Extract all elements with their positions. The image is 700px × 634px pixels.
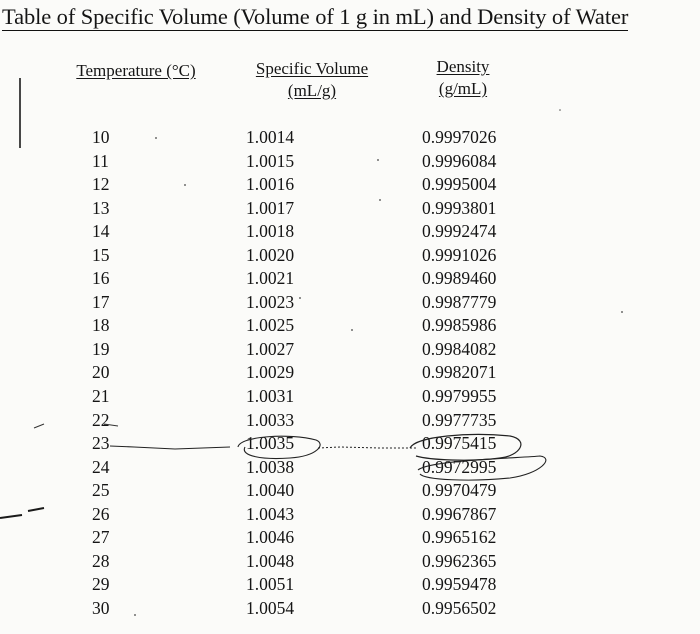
- cell-density: 0.9972995: [422, 456, 497, 477]
- header-temperature: [62, 60, 210, 82]
- cell-density: 0.9975415: [422, 433, 497, 454]
- table-row: [0, 550, 700, 574]
- cell-density: 0.9995004: [422, 174, 497, 195]
- table-row: [0, 267, 700, 291]
- cell-temperature: 30: [92, 597, 110, 618]
- cell-density: 0.9962365: [422, 550, 497, 571]
- cell-temperature: 17: [92, 291, 110, 312]
- table-row: [0, 573, 700, 597]
- header-specific-volume-label: Specific Volume: [255, 59, 369, 78]
- cell-specific-volume: 1.0014: [246, 127, 295, 147]
- table-row: [0, 456, 700, 480]
- cell-density: 0.9997026: [422, 127, 497, 147]
- table-row: [0, 197, 700, 221]
- header-density: [408, 56, 518, 100]
- cell-specific-volume: 1.0031: [246, 386, 295, 407]
- cell-specific-volume: 1.0038: [246, 456, 295, 477]
- cell-density: 0.9996084: [422, 150, 497, 171]
- cell-specific-volume: 1.0040: [246, 480, 295, 501]
- cell-specific-volume: 1.0020: [246, 244, 295, 265]
- cell-temperature: 20: [92, 362, 110, 383]
- cell-density: 0.9984082: [422, 338, 497, 359]
- header-density-label: Density: [436, 57, 490, 76]
- cell-density: 0.9993801: [422, 197, 497, 218]
- cell-specific-volume: 1.0043: [246, 503, 295, 524]
- cell-density: 0.9959478: [422, 574, 497, 595]
- cell-temperature: 23: [92, 433, 110, 454]
- table-row: [0, 150, 700, 174]
- cell-density: 0.9989460: [422, 268, 497, 289]
- cell-density: 0.9982071: [422, 362, 497, 383]
- cell-density: 0.9987779: [422, 291, 497, 312]
- cell-specific-volume: 1.0021: [246, 268, 295, 289]
- table-row: [0, 361, 700, 385]
- table-row: [0, 220, 700, 244]
- cell-temperature: 13: [92, 197, 110, 218]
- table-row: [0, 314, 700, 338]
- cell-specific-volume: 1.0017: [246, 197, 295, 218]
- cell-density: 0.9970479: [422, 480, 497, 501]
- table-row: [0, 409, 700, 433]
- table-row: [0, 503, 700, 527]
- header-specific-volume-unit: (mL/g): [287, 81, 337, 100]
- table-row: [0, 126, 700, 150]
- table-row: [0, 479, 700, 503]
- speck: [559, 109, 561, 111]
- cell-density: 0.9992474: [422, 221, 497, 242]
- cell-specific-volume: 1.0046: [246, 527, 295, 548]
- cell-density: 0.9977735: [422, 409, 497, 430]
- table-row: [0, 338, 700, 362]
- cell-temperature: 25: [92, 480, 110, 501]
- cell-specific-volume: 1.0033: [246, 409, 295, 430]
- cell-temperature: 28: [92, 550, 110, 571]
- cell-temperature: 19: [92, 338, 110, 359]
- table-row: [0, 244, 700, 268]
- cell-temperature: 29: [92, 574, 110, 595]
- page-title: Table of Specific Volume (Volume of 1 g in mL) and Density of Water: [2, 4, 629, 29]
- cell-specific-volume: 1.0035: [246, 433, 295, 454]
- table-row: [0, 385, 700, 409]
- cell-density: 0.9991026: [422, 244, 497, 265]
- cell-temperature: 11: [92, 150, 109, 171]
- cell-specific-volume: 1.0051: [246, 574, 295, 595]
- cell-temperature: 27: [92, 527, 110, 548]
- cell-specific-volume: 1.0025: [246, 315, 295, 336]
- cell-temperature: 15: [92, 244, 110, 265]
- cell-temperature: 12: [92, 174, 110, 195]
- cell-density: 0.9967867: [422, 503, 497, 524]
- table-row: [0, 432, 700, 456]
- cell-density: 0.9985986: [422, 315, 497, 336]
- cell-density: 0.9956502: [422, 597, 497, 618]
- cell-temperature: 21: [92, 386, 110, 407]
- data-table: [0, 126, 700, 620]
- cell-specific-volume: 1.0048: [246, 550, 295, 571]
- cell-temperature: 16: [92, 268, 110, 289]
- cell-specific-volume: 1.0016: [246, 174, 295, 195]
- cell-temperature: 10: [92, 127, 110, 147]
- table-row: [0, 173, 700, 197]
- cell-specific-volume: 1.0015: [246, 150, 295, 171]
- cell-temperature: 24: [92, 456, 110, 477]
- header-density-unit: (g/mL): [438, 79, 488, 98]
- header-temperature-label: Temperature (°C): [76, 61, 196, 80]
- table-row: [0, 526, 700, 550]
- cell-density: 0.9979955: [422, 386, 497, 407]
- header-specific-volume: [238, 58, 386, 102]
- table-row: [0, 597, 700, 621]
- cell-temperature: 22: [92, 409, 110, 430]
- cell-specific-volume: 1.0023: [246, 291, 295, 312]
- cell-specific-volume: 1.0054: [246, 597, 295, 618]
- cell-specific-volume: 1.0029: [246, 362, 295, 383]
- cell-specific-volume: 1.0027: [246, 338, 295, 359]
- cell-temperature: 14: [92, 221, 110, 242]
- table-row: [0, 291, 700, 315]
- cell-temperature: 26: [92, 503, 110, 524]
- cell-temperature: 18: [92, 315, 110, 336]
- cell-density: 0.9965162: [422, 527, 497, 548]
- cell-specific-volume: 1.0018: [246, 221, 295, 242]
